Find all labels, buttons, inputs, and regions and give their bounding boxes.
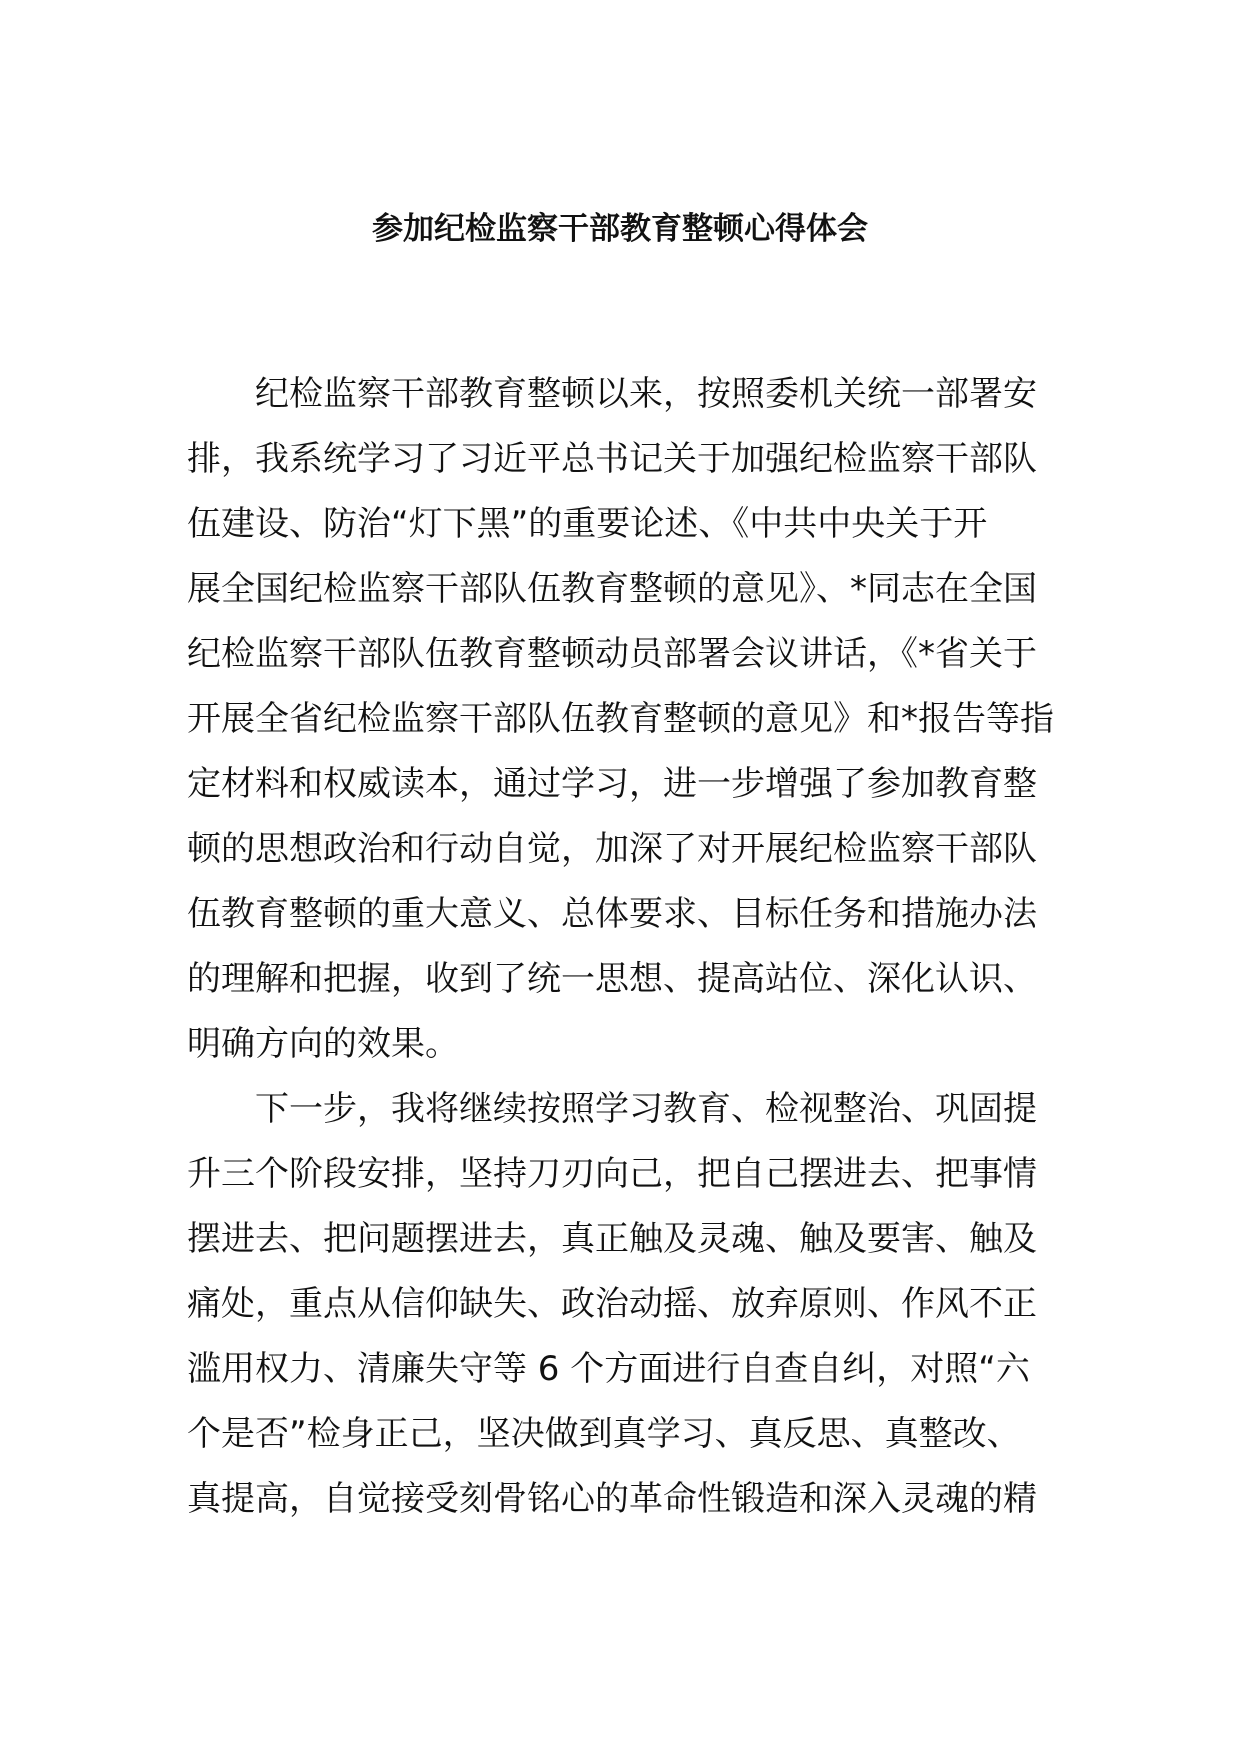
text-line: 伍教育整顿的重大意义、总体要求、目标任务和措施办法 xyxy=(187,894,1037,934)
text-line: 纪检监察干部队伍教育整顿动员部署会议讲话，《*省关于 xyxy=(187,634,1037,674)
text-line: 明确方向的效果。 xyxy=(187,1024,459,1064)
text-line: 顿的思想政治和行动自觉，加深了对开展纪检监察干部队 xyxy=(187,829,1037,869)
text-line: 痛处，重点从信仰缺失、政治动摇、放弃原则、作风不正 xyxy=(187,1284,1037,1324)
paragraph-1 xyxy=(187,362,1067,1077)
text-line: 开展全省纪检监察干部队伍教育整顿的意见》和*报告等指 xyxy=(187,699,1054,739)
text-line: 伍建设、防治“灯下黑”的重要论述、《中共中央关于开 xyxy=(187,504,988,544)
text-line: 的理解和把握，收到了统一思想、提高站位、深化认识、 xyxy=(187,959,1037,999)
text-line: 升三个阶段安排，坚持刀刃向己，把自己摆进去、把事情 xyxy=(187,1154,1037,1194)
text-line: 排，我系统学习了习近平总书记关于加强纪检监察干部队 xyxy=(187,439,1037,479)
text-line: 展全国纪检监察干部队伍教育整顿的意见》、*同志在全国 xyxy=(187,569,1037,609)
text-line: 下一步，我将继续按照学习教育、检视整治、巩固提 xyxy=(255,1089,1037,1129)
text-line: 纪检监察干部教育整顿以来，按照委机关统一部署安 xyxy=(255,374,1037,414)
paragraph-2 xyxy=(187,1077,1067,1532)
document-body xyxy=(187,362,1067,1532)
text-line: 定材料和权威读本，通过学习，进一步增强了参加教育整 xyxy=(187,764,1037,804)
text-line: 摆进去、把问题摆进去，真正触及灵魂、触及要害、触及 xyxy=(187,1219,1037,1259)
document-title: 参加纪检监察干部教育整顿心得体会 xyxy=(372,211,868,247)
text-line: 滥用权力、清廉失守等 6 个方面进行自查自纠，对照“六 xyxy=(187,1349,1030,1389)
text-line: 真提高，自觉接受刻骨铭心的革命性锻造和深入灵魂的精 xyxy=(187,1479,1037,1519)
text-line: 个是否”检身正己，坚决做到真学习、真反思、真整改、 xyxy=(187,1414,1021,1454)
